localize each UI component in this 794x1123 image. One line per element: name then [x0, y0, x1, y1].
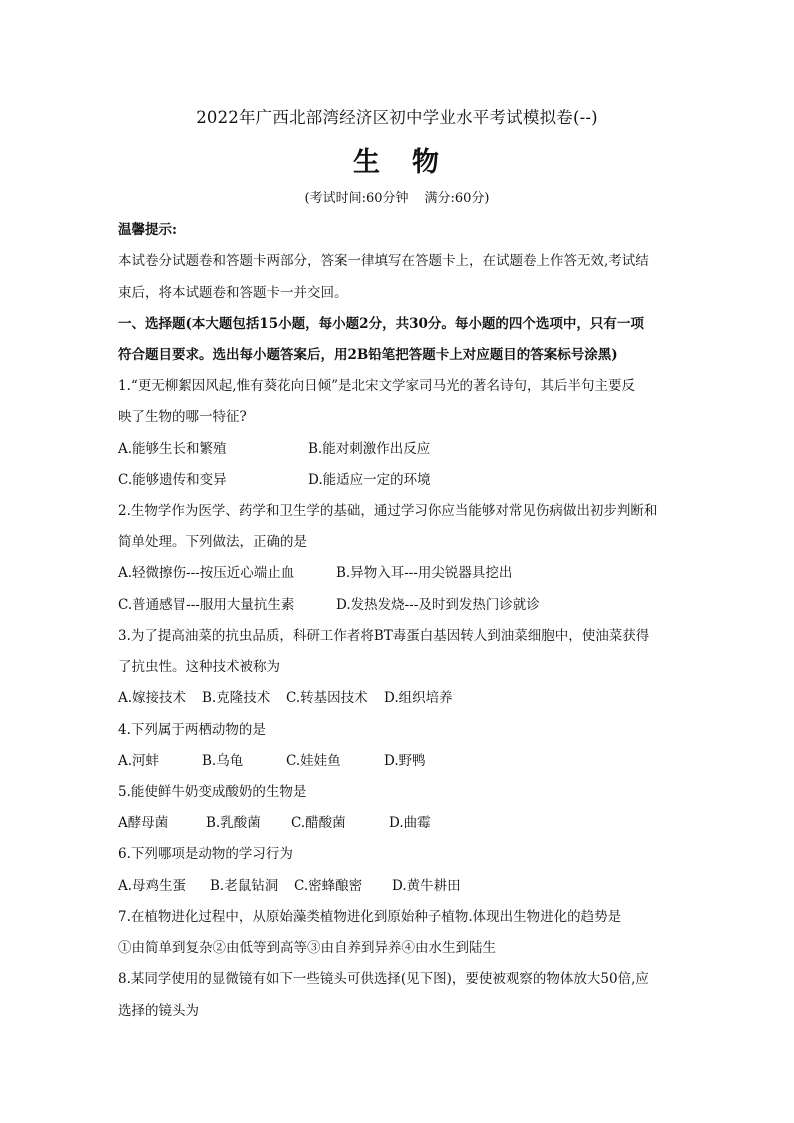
q5-option-c: C.醋酸菌: [291, 815, 346, 831]
subject-char-1: 生: [353, 147, 382, 178]
q1-option-a: A.能够生长和繁殖: [118, 441, 227, 457]
q1-option-b: B.能对刺激作出反应: [308, 441, 431, 457]
q6-option-d: D.黄牛耕田: [392, 878, 461, 894]
section-heading-line-2: 符合题目要求。选出每小题答案后，用2B铅笔把答题卡上对应题目的答案标号涂黑): [118, 347, 618, 363]
q4-stem: 4.下列属于两栖动物的是: [118, 722, 266, 738]
q2-option-a: A.轻微擦伤---按压近心端止血: [118, 565, 295, 581]
q3-option-d: D.组织培养: [384, 690, 453, 706]
q2-option-c: C.普通感冒---服用大量抗生素: [118, 597, 295, 613]
q1-options-row-2: [118, 468, 688, 488]
exam-info: [0, 187, 794, 206]
q1-option-c: C.能够遗传和变异: [118, 472, 227, 488]
q1-stem-line-1: 1.“更无柳絮因风起,惟有葵花向日倾”是北宋文学家司马光的著名诗句，其后半句主要反: [118, 378, 635, 394]
q3-option-a: A.嫁接技术: [118, 690, 187, 706]
q6-option-c: C.密蜂酿密: [294, 878, 363, 894]
q3-options-row: [118, 686, 688, 706]
q8-stem-line-1: 8.某同学使用的显微镜有如下一些镜头可供选择(见下图)，要使被观察的物体放大50倍,应: [118, 971, 649, 987]
q4-option-b: B.乌龟: [202, 753, 244, 769]
q4-option-d: D.野鸭: [384, 753, 426, 769]
q3-stem-line-2: 了抗虫性。这种技术被称为: [118, 659, 280, 675]
q2-option-d: D.发热发烧---及时到发热门诊就诊: [336, 597, 540, 613]
q6-stem: 6.下列哪项是动物的学习行为: [118, 846, 293, 862]
q3-option-c: C.转基因技术: [286, 690, 368, 706]
q6-option-b: B.老鼠钻洞: [210, 878, 279, 894]
q2-options-row-1: [118, 561, 688, 581]
q2-option-b: B.异物入耳---用尖锐器具挖出: [336, 565, 513, 581]
exam-title: 2022年广西北部湾经济区初中学业水平考试模拟卷(--): [196, 108, 598, 127]
notice-heading: 温馨提示:: [118, 222, 177, 238]
q5-options-row: [118, 811, 688, 831]
q8-stem-line-2: 选择的镜头为: [118, 1003, 199, 1019]
q7-stem: 7.在植物进化过程中，从原始藻类植物进化到原始种子植物.体现出生物进化的趋势是: [118, 909, 622, 925]
q4-option-c: C.娃娃鱼: [286, 753, 341, 769]
q3-stem-line-1: 3.为了提高油菜的抗虫品质，科研工作者将BT毒蛋白基因转人到油菜细胞中，使油菜获得: [118, 628, 650, 644]
q5-stem: 5.能使鲜牛奶变成酸奶的生物是: [118, 784, 307, 800]
subject-title: [0, 140, 794, 179]
q4-option-a: A.河蚌: [118, 753, 160, 769]
q3-option-b: B.克隆技术: [202, 690, 271, 706]
q2-stem-line-1: 2.生物学作为医学、药学和卫生学的基础，通过学习你应当能够对常见伤病做出初步判断和: [118, 503, 658, 519]
q2-options-row-2: [118, 593, 688, 613]
q1-stem-line-2: 映了生物的哪一特征?: [118, 409, 247, 425]
q5-option-a: A酵母菌: [118, 815, 169, 831]
q1-options-row-1: [118, 437, 688, 457]
q7-options: ①由简单到复杂②由低等到高等③由自养到异养④由水生到陆生: [118, 940, 496, 956]
notice-line-2: 束后，将本试题卷和答题卡一并交回。: [118, 285, 348, 301]
q5-option-b: B.乳酸菌: [206, 815, 261, 831]
exam-score: 满分:60分): [424, 191, 490, 206]
q4-options-row: [118, 749, 688, 769]
section-heading-line-1: 一、选择题(本大题包括15小题，每小题2分，共30分。每小题的四个选项中，只有一项: [118, 316, 644, 332]
q2-stem-line-2: 简单处理。下列做法，正确的是: [118, 534, 307, 550]
q6-options-row: [118, 874, 688, 894]
subject-char-2: 物: [412, 147, 441, 178]
q6-option-a: A.母鸡生蛋: [118, 878, 187, 894]
exam-time: (考试时间:60分钟: [304, 191, 409, 206]
q1-option-d: D.能适应一定的环境: [308, 472, 431, 488]
notice-line-1: 本试卷分试题卷和答题卡两部分，答案一律填写在答题卡上，在试题卷上作答无效,考试结: [118, 253, 649, 269]
q5-option-d: D.曲霉: [389, 815, 431, 831]
